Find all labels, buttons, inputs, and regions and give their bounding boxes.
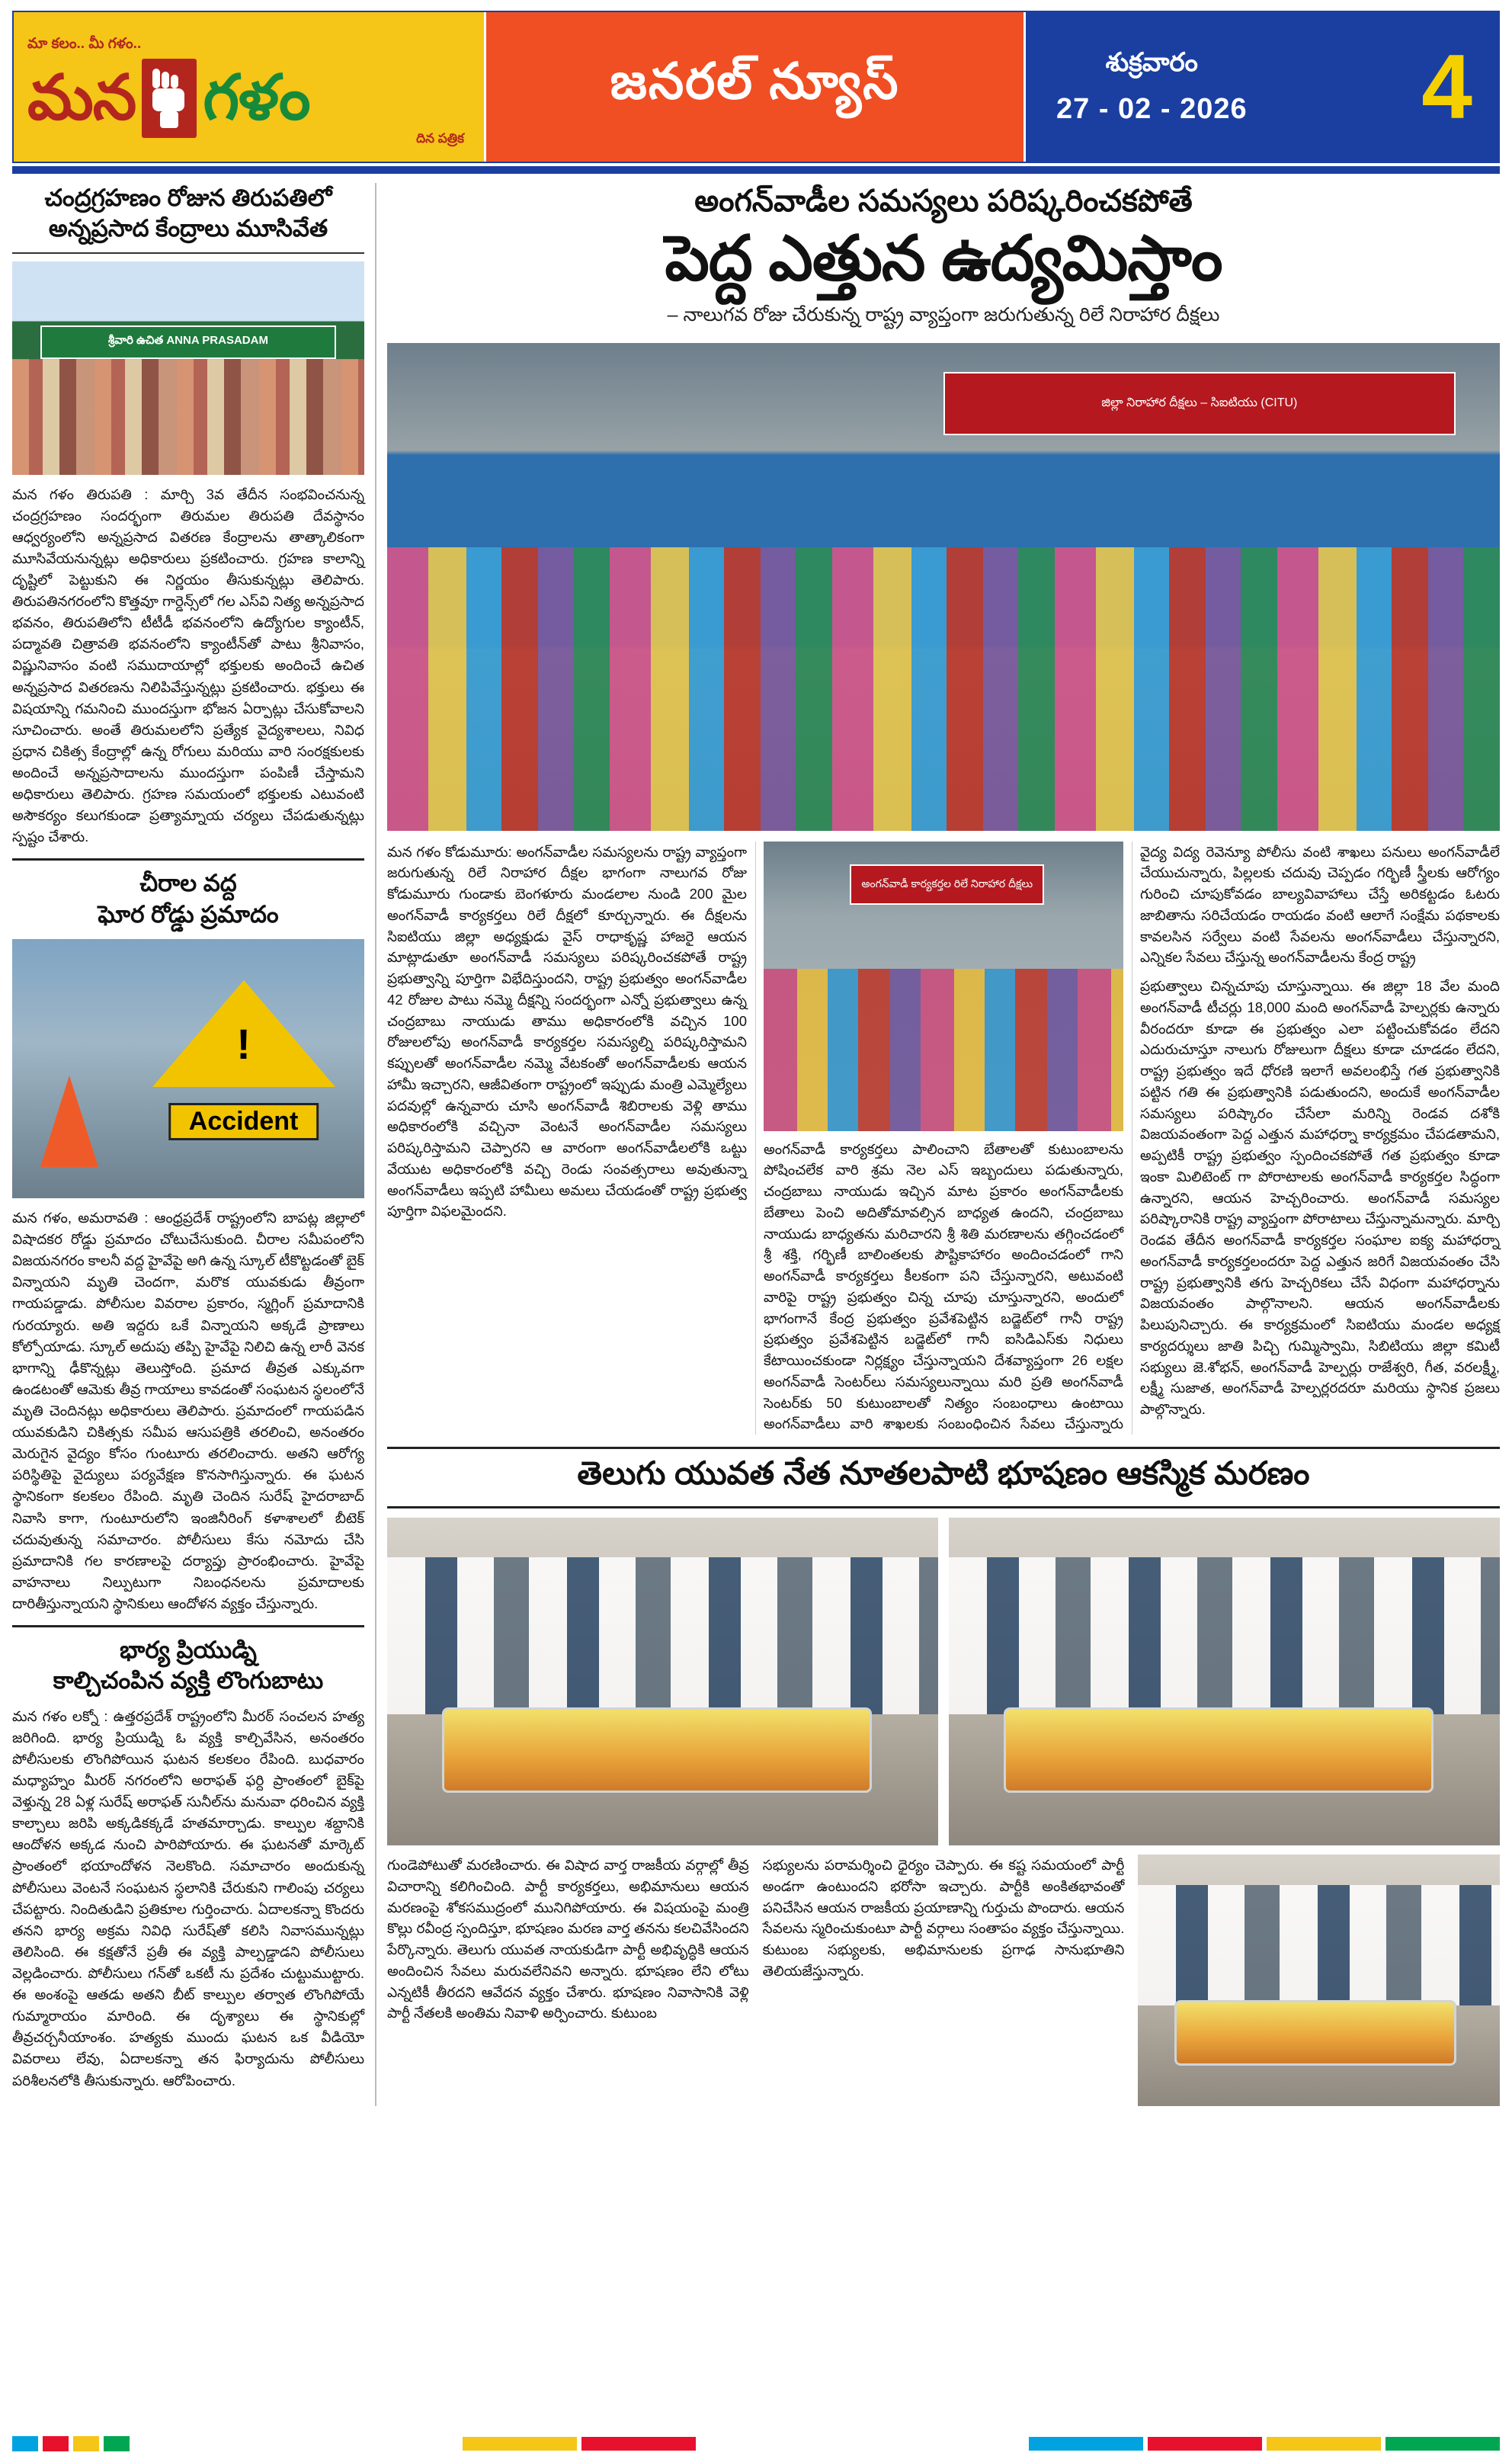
footer-bar [581, 2437, 696, 2451]
bottom-photo-2-people [949, 1557, 1500, 1714]
accident-plate-label: Accident [168, 1103, 319, 1140]
page-content [12, 183, 1500, 2106]
article3-headline-line1: భార్య ప్రియుడ్ని [120, 1637, 257, 1664]
warning-sign-icon [118, 980, 364, 1140]
footer-swatches-right [1029, 2437, 1500, 2451]
bottom-photo-3-casket [1174, 2000, 1456, 2066]
footer-swatch [73, 2436, 99, 2451]
masthead-date: 27 - 02 - 2026 [1056, 93, 1248, 125]
footer-bar [1029, 2437, 1143, 2451]
bottom-article-columns [387, 1855, 1500, 2106]
footer-bar [1267, 2437, 1381, 2451]
article3-headline-line2: కాల్చిచంపిన వ్యక్తి లొంగుబాటు [53, 1667, 324, 1694]
article2-headline-line1: చీరాల వద్ద [139, 870, 237, 897]
main-photo-banner: జిల్లా నిరాహార దీక్షలు – సిఐటియు (CITU) [943, 372, 1456, 435]
masthead-section-title [486, 12, 1026, 162]
main-col-2: అంగన్‌వాడీ కార్యకర్తలు పాలించాని బేతాలతో కుటుంబాలను పోషించలేక వారి శ్రమ నెల ఎస్ ఇబ్బందులు పడుతున్నారు, చంద్రబాబు నాయుడు ఇచ్చిన మాట ప్రకారం అంగన్‌వాడీలకు బేతాలు పెంచి అదితోమావల్సిన బాధ్యత ఉందని, చంద్రబాబు నాయుడు బాధ్యతను మరిచారని శ్రీ శితి మరణాలను తగ్గించడంలో శ్రీ శక్తి, గర్భిణీ బాలింతలకు పౌష్టికాహారం అందించడంలో గాని అంగన్‌వాడీ కార్యకర్తలు కీలకంగా పని చేస్తున్నారని, అటువంటి వారిపై రాష్ట్ర ప్రభుత్వం చిన్న చూపు చూస్తున్నారని, అందులో భాగంగానే కేంద్ర ప్రభుత్వం ప్రవేశపెట్టిన బడ్జెట్‌లో గానీ రాష్ట్ర ప్రభుత్వం ప్రవేశపెట్టిన బడ్జెట్‌లో గానీ ఐసిడిఎస్‌కు నిధులు కేటాయించకుండా నిర్లక్ష్యం చేస్తున్నాయని దేశవ్యాప్తంగా 26 లక్షల అంగన్‌వాడీ సెంటర్‌లు సమస్యలున్నాయి మరి ప్రతి అంగన్‌వాడీ సెంటర్‌కు 50 కుటుంబాలతో నిత్యం సంబంధాలు ఉంటాయి అంగన్‌వాడీలు వారి శాఖలకు సంబంధించిన సేవలు చేస్తున్నారు వైద్య విద్య రెవెన్యూ పోలీసు వంటి శాఖలు పనులు అంగన్‌వాడీలే చేయుచున్నారు, పిల్లలకు చదువు చెప్పడం గర్భిణీ స్త్రీలకు ఆరోగ్యం గురించి చూపుకోవడం బాల్యవివాహాలు చేస్తే అరికట్టడం ఓటరు జాబితాను సరిచేయడం రాయడం వంటి ఆలాగే సంక్షేమ పథకాలకు కావలసిన సర్వేలు వంటి సేవలను అంగన్‌వాడీలు చేస్తున్నారని, ఎన్నికల సేవలు చేస్తున్న అంగన్‌వాడీలను కేంద్ర రాష్ట్ర [764, 843, 1500, 1432]
bottom-col-2-wrap [763, 1855, 1125, 2106]
page-number: 4 [1421, 36, 1472, 138]
main-column [387, 183, 1500, 2106]
footer-swatch [12, 2436, 38, 2451]
main-headline: పెద్ద ఎత్తున ఉద్యమిస్తాం [665, 224, 1222, 293]
article1-rule [12, 252, 364, 254]
article-road-accident [12, 868, 364, 1614]
bottom-photos [387, 1518, 1500, 1845]
bottom-photo-1 [387, 1518, 938, 1845]
article-anganwadi-protest [387, 183, 1500, 1435]
main-photo [387, 343, 1500, 831]
article-anna-prasadam [12, 183, 364, 848]
footer-swatch [104, 2436, 130, 2451]
article2-headline-line2: ఘోర రోడ్డు ప్రమాదం [98, 900, 279, 928]
bottom-photo-2 [949, 1518, 1500, 1845]
bottom-section-header [387, 1447, 1500, 1508]
main-photo-2-crowd [764, 969, 1123, 1131]
masthead-logo-word1: మన [27, 63, 136, 133]
article1-photo [12, 261, 364, 475]
article-shooting-surrender [12, 1635, 364, 2092]
main-photo-crowd [387, 547, 1500, 830]
article3-body: మన గళం లక్నో : ఉత్తరప్రదేశ్ రాష్ట్రంలోని మీరఠ్ సంచలన హత్య జరిగింది. భార్య ప్రియుడ్ని ఓ వ్యక్తి కాల్చివేసిన, అనంతరం పోలీసులకు లొంగిపోయిన ఘటన కలకలం రేపింది. బుధవారం మధ్యాహ్నం మీరఠ్ నగరంలోని అరాఫత్ ఫర్ది ప్రాంతంలో బైక్‌పై వెళ్తున్న 28 ఏళ్ల సురేష్ అరాఫత్ సునీల్‌ను మనువా ధరించిన వ్యక్తి కాల్చాలు జరిపి అక్కడికక్కడే హతమార్చాడు. కాల్పుల శబ్దానికి ఆందోళన అక్కడ నుంచి పారిపోయారు. ఈ ఘటనతో మార్కెట్ ప్రాంతంలో భయాందోళన నెలకొంది. సమాచారం అందుకున్న పోలీసులు వెంటనే సంఘటన స్థలానికి చేరుకుని గాలింపు చర్యలు చేపట్టారు. నిందితుడిని ప్రతికూల గుర్తించారు. ఏదాలకన్నా కొందరు తనని భార్య అక్రమ నివిధి సురేష్‌తో కలిసి నివాసమున్నట్లు తెలిసింది. ఈ కక్షతోనే ప్రతీ ఈ వ్యక్తి పాల్పడ్డాడని పోలీసులు వెల్లడించారు. పోలీసులు గన్‌తో ఒకటీ ను ప్రదేశం చుట్టుముట్టారు. ఈ అంశంపై ఆతడు అతని బీట్ కాల్పుల తర్వాత లొంగిపోయే గుమ్మారాయం మారింది. ఈ దృశ్యాలు ఈ స్థానికుల్లో తీవ్రచర్చనీయాంశం. హత్యకు ముందు ఘటన ఒక వీడియో వివరాలు లేవు, ఏదాలకన్నా తన ఫిర్యాదును పోలీసులు పరిశీలనలోకి తీసుకున్నారు. ఆరోపించారు. [12, 1707, 364, 2089]
masthead-date-block [1026, 12, 1498, 162]
bottom-col-1-wrap [387, 1855, 749, 2106]
raised-fist-icon [142, 59, 197, 138]
footer-swatches-center [463, 2437, 696, 2451]
masthead [12, 11, 1500, 163]
footer-bar [463, 2437, 577, 2451]
article1-body: మన గళం తిరుపతి : మార్చి 3వ తేదీన సంభవించనున్న చంద్రగ్రహణం సందర్భంగా తిరుమల తిరుపతి దేవస్థానం ఆధ్వర్యంలోని అన్నప్రసాద వితరణ కేంద్రాలను తాత్కాలికంగా మూసివేయనున్నట్లు అధికారులు ప్రకటించారు. గ్రహణ కాలాన్ని దృష్టిలో పెట్టుకుని ఈ నిర్ణయం తీసుకున్నట్లు తెలిపారు. తిరుపతినగరంలోని కొత్తవూ గార్డెన్స్‌లో గల ఎస్‌వి నిత్య అన్నప్రసాద భవనం, తిరుపతిలోని టీటీడీ భవనంలోని ఉద్యోగుల క్యాంటీన్, పద్మావతి చిత్రావతి భవనంలోని క్యాంటీన్‌తో పాటు శ్రీనివాసం, విష్ణునివాసం వంటి సముదాయాల్లో భక్తులకు అందించే ఉచిత అన్నప్రసాద వితరణను నిలిపివేస్తున్నట్లు ప్రకటించారు. భక్తులు ఈ విషయాన్ని గమనించి ముందస్తుగా భోజన ఏర్పాట్లు చేసుకోవాలని సూచించారు. అంతే తిరుమలలోని ప్రత్యేక వైద్యశాలలు, నివిధ ప్రధాన చికిత్స కేంద్రాల్లో ఉన్న రోగులు మరియు వారి సంరక్షకులకు అందించే అన్నప్రసాదాలను ముందస్తుగా పంపిణీ చేస్తామని అధికారులు తెలిపారు. గ్రహణ సమయంలో భక్తులకు ఎటువంటి అసౌకర్యం కలుగకుండా ప్రత్యామ్నాయ చర్యలు చేపడుతున్నట్లు స్పష్టం చేశారు. [12, 486, 364, 845]
masthead-logo [14, 12, 486, 162]
bottom-section-title: తెలుగు యువత నేత నూతలపాటి భూషణం ఆకస్మిక మరణం [577, 1455, 1310, 1492]
bottom-col-3-wrap [1138, 1855, 1500, 2106]
bottom-photo-1-casket [442, 1707, 872, 1793]
main-subline: – నాలుగవ రోజు చేరుకున్న రాష్ట్ర వ్యాప్తంగా జరుగుతున్న రిలే నిరాహార దీక్షలు [667, 303, 1220, 325]
left-column [12, 183, 364, 2106]
masthead-logo-row [27, 59, 484, 138]
footer-bar [1148, 2437, 1262, 2451]
masthead-tagline-bottom: దిన పత్రిక [416, 131, 464, 146]
footer-bar [1385, 2437, 1500, 2451]
main-photo-2-banner: అంగన్‌వాడీ కార్యకర్తల రిలే నిరాహార దీక్షలు [850, 864, 1044, 905]
footer-swatches-left [12, 2436, 130, 2451]
article1-headline-line2: అన్నప్రసాద కేంద్రాలు మూసివేత [48, 215, 328, 242]
article2-photo [12, 939, 364, 1198]
bottom-photo-3-people [1138, 1885, 1500, 2005]
traffic-cone-icon [40, 1076, 98, 1167]
masthead-weekday: శుక్రవారం [1105, 48, 1198, 77]
bottom-photo-2-casket [1004, 1707, 1434, 1793]
masthead-tagline-top: మా కలం.. మీ గళం.. [27, 36, 142, 52]
masthead-date-column [1056, 48, 1248, 126]
article1-photo-crowd [12, 359, 364, 474]
article1-photo-banner: శ్రీవారి ఉచిత ANNA PRASADAM [40, 325, 336, 360]
main-photo-2 [764, 842, 1123, 1131]
bottom-photo-3 [1138, 1855, 1500, 2106]
masthead-section-title-text: జనరల్ న్యూస్ [610, 52, 900, 109]
bottom-col-1: గుండెపోటుతో మరణించారు. ఈ విషాద వార్త రాజకీయ వర్గాల్లో తీవ్ర విచారాన్ని కలిగించింది. పార్టీ కార్యకర్తలు, అభిమానులు ఆయన మరణంపై శోకసముద్రంలో మునిగిపోయారు. ఈ విషయంపై మంత్రి కొల్లు రవీంద్ర స్పందిస్తూ, భూషణం మరణ వార్త తనను కలచివేసిందని పేర్కొన్నారు. తెలుగు యువత నాయకుడిగా పార్టీ అభివృద్ధికి ఆయన అందించిన సేవలు మరువలేనివని అన్నారు. భూషణం లేని లోటు ఎన్నటికీ తీరదని ఆవేదన వ్యక్తం చేశారు. భూషణం నివాసానికి వెళ్లి పార్టీ నేతలకి అంతిమ నివాళి అర్పించారు. కుటుంబ [387, 1857, 749, 2021]
main-article-columns [387, 842, 1500, 1435]
left-divider-1 [12, 858, 364, 861]
masthead-logo-word2: గళం [203, 63, 310, 133]
footer-swatch [43, 2436, 69, 2451]
left-divider-2 [12, 1625, 364, 1627]
article1-headline-line1: చంద్రగ్రహణం రోజున తిరుపతిలో [44, 184, 332, 211]
footer-registration-marks [12, 2436, 1500, 2451]
warning-exclamation-glyph: ! [236, 1020, 251, 1069]
bottom-photo-1-people [387, 1557, 938, 1714]
article2-body: మన గళం, అమరావతి : ఆంధ్రప్రదేశ్ రాష్ట్రంలోని బాపట్ల జిల్లాలో విషాదకర రోడ్డు ప్రమాదం చోటుచేసుకుంది. చీరాల సమీపంలోని విజయనగరం కాలనీ వద్ద హైవేపై అగి ఉన్న స్కూల్ టీకొట్టడంతో బైక్ విన్నాయని మృతి చెందగా, మరొక యువకుడు తీవ్రంగా గాయపడ్డాడు. పోలీసుల వివరాల ప్రకారం, స్మగ్లింగ్ ప్రమాదానికి గురయ్యారు. అతి ఇద్దరు ఒకే విన్నాయని అక్కడే ప్రాణాలు కోల్పోయాడు. స్కూల్ అదుపు తప్పి హైవేపై నిలిచి ఉన్న లారీ వెనక భాగాన్ని ఢీకొన్నట్లు తెలుస్తోంది. ప్రమాద తీవ్రత ఎక్కువగా ఉండటంతో ఆమెకు తీవ్ర గాయాలు కావడంతో సంఘటన స్థలంలోనే మృతి చెందినట్లు అధికారులు తెలిపారు. ప్రమాదంలో గాయపడిన యువకుడిని చికిత్సకు సమీప ఆసుపత్రికి తరలించి, అనంతరం మెరుగైన వైద్యం కోసం గుంటూరు తరలించారు. అతని ఆరోగ్య పరిస్థితిపై వైద్యులు పర్యవేక్షణ కొనసాగిస్తున్నారు. ఈ ఘటన స్థానికంగా కలకలం రేపింది. మృతి చెందిన సురేష్ హైదరాబాద్ నివాసి కాగా, గుంటూరులోని ఇంజినీరింగ్ కళాశాలలో బీటెక్ చదువుతున్న సమాచారం. పోలీసులు కేసు నమోదు చేసి ప్రమాదానికి గల కారణాలపై దర్యాప్తు ప్రారంభించారు. హైవేపై వాహనాలు నిల్పుటుగా నిబంధనలను ప్రమాదాలకు దారితీస్తున్నాయని స్థానికులు ఆందోళన వ్యక్తం చేస్తున్నారు. [12, 1210, 364, 1612]
main-col-3: ప్రభుత్వాలు చిన్నచూపు చూస్తున్నాయి. ఈ జిల్లా 18 వేల మంది అంగన్‌వాడీ టీచర్లు 18,000 మంది అంగన్‌వాడీ హెల్పర్లకు ఉన్నారు వీరందరూ కూడా ఈ ప్రభుత్వం ఎలా పట్టించుకోవడం లేదని ఎదురుచూస్తూ నాలుగు రోజులుగా దీక్షలు కూడా చూడడం లేదని, రాష్ట్ర ప్రభుత్వం ఇదే ధోరణి ఇలాగే అవలంభిస్తే గత ప్రభుత్వానికి పట్టిన గతి ఈ ప్రభుత్వానికి పడుతుందని, అందుకే అంగన్‌వాడీల సమస్యలు పరిష్కారం చేసేలా మరిన్ని రెండవ దశోకి విజయవంతంగా పెద్ద ఎత్తున మహాధర్నా కార్యక్రమం చేపడతామని, అప్పటికీ రాష్ట్ర ప్రభుత్వం స్పందించకపోతే గత ప్రభుత్వం కూడా ఇంకా మిలిటెంట్ గా పోరాటాలకు అంగన్‌వాడీ కార్యకర్తల సిద్ధంగా ఉన్నారని, ఆయన హెచ్చరించారు. అంగన్‌వాడీ సమస్యల పరిష్కారానికి రాష్ట్ర వ్యాప్తంగా పోరాటాలు చేస్తున్నామన్నారు. మార్చి రెండవ తేదీన అంగన్‌వాడీ కార్యకర్తల సంఘాల ఐక్య మహాధర్నా అంగన్‌వాడీ కార్యకర్తలందరూ పెద్ద ఎత్తున జరిగే విజయవంతం చేసి రాష్ట్ర ప్రభుత్వానికి తగు హెచ్చరికలు చేసే విధంగా మహాధర్నాను విజయవంతం పాల్గొనాలని. ఆయన అంగన్‌వాడీలకు పిలుపునిచ్చారు. ఈ కార్యక్రమంలో సిఐటియు మండల అధ్యక్ష కార్యదర్శులు జాతి పిచ్చి గుమ్మిస్వామి, సిబిటియు జిల్లా కమిటీ సభ్యులు జె.శోభన్, అంగన్‌వాడీ హెల్పర్లు రాజేశ్వరి, గీత, వరలక్ష్మీ, లక్ష్మీ సుజాత, అంగన్‌వాడీ హెల్పర్లరదరూ మరియు స్థానిక ప్రజలు పాల్గొన్నారు. [1140, 978, 1500, 1418]
main-kicker: అంగన్‌వాడీల సమస్యలు పరిష్కరించకపోతే [694, 184, 1193, 218]
column-divider [375, 183, 376, 2106]
bottom-col-2: సభ్యులను పరామర్శించి ధైర్యం చెప్పారు. ఈ కష్ట సమయంలో పార్టీ అండగా ఉంటుందని భరోసా ఇచ్చారు. పార్టీకి అంకితభావంతో పనిచేసిన ఆయన రాజకీయ ప్రయాణాన్ని గుర్తుచు పొందారు. ఆయన సేవలను స్మరించుకుంటూ పార్టీ వర్గాలు సంతాపం వ్యక్తం చేస్తున్నాయి. కుటుంబ సభ్యులకు, అభిమానులకు ప్రగాఢ సానుభూతిని తెలియజేస్తున్నారు. [762, 1857, 1125, 1979]
masthead-stripe [12, 166, 1500, 174]
main-col-1: మన గళం కోడుమూరు: అంగన్‌వాడీల సమస్యలను రాష్ట్ర వ్యాప్తంగా జరుగుతున్న రిలే నిరాహార దీక్షల భాగంగా నాలుగవ రోజు కోడుమూరు గుండాకు బెంగళూరు మండలాల నుండి 200 మైల అంగన్‌వాడీ కార్యకర్తలు రిలే దీక్షలో కూర్చున్నారు. ఈ దీక్షలను సిఐటియు జిల్లా అధ్యక్షుడు వైస్ రాధాకృష్ణ హాజరై ఆయన మాట్లాడుతూ అంగన్‌వాడీ సమస్యలు పరిష్కరించకపోతే రాష్ట్ర ప్రభుత్వాన్ని పూర్తిగా విభేదిస్తుందని, రాష్ట్ర ప్రభుత్వం అంగన్‌వాడీల 42 రోజుల పాటు నమ్మె దీక్షన్ని సందర్భంగా ఎన్నో ప్రభుత్వాలు ఉన్న చంద్రబాబు నాయుడు తాము అధికారంలోకి వచ్చిన 100 రోజులలోపు అంగన్‌వాడీ కార్యకర్తల సమస్యల్ని పరిష్కరిస్తామని కప్పులతో అంగన్‌వాడీల నమ్మె వేటకంతో అంగన్‌వాడీలకు ఆయన హామీ ఇచ్చారని, ఆజీవితంగా రాష్ట్రంలో ఇప్పుడు మంత్రి ఎమ్మెల్యేలు పదవుల్లో ఉన్నవారు చూసి అంగన్‌వాడీ శిబిరాలకు వెళ్లి తాము అధికారంలోకి వచ్చినా వెంటనే అంగన్‌వాడీల సమస్యలు పరిష్కరిస్తామని చెప్పారని ఆ వారంగా అంగన్‌వాడీలలోకి ఒట్టు వేయుట అధికారంలోకి వచ్చి రెండు సంవత్సరాలు అవుతున్నా అంగన్‌వాడీలు ఇప్పటి హామీలు అమలు చేయడంతో రాష్ట్ర ప్రభుత్వ పూర్తిగా విఫలమైందని. [387, 843, 747, 1220]
